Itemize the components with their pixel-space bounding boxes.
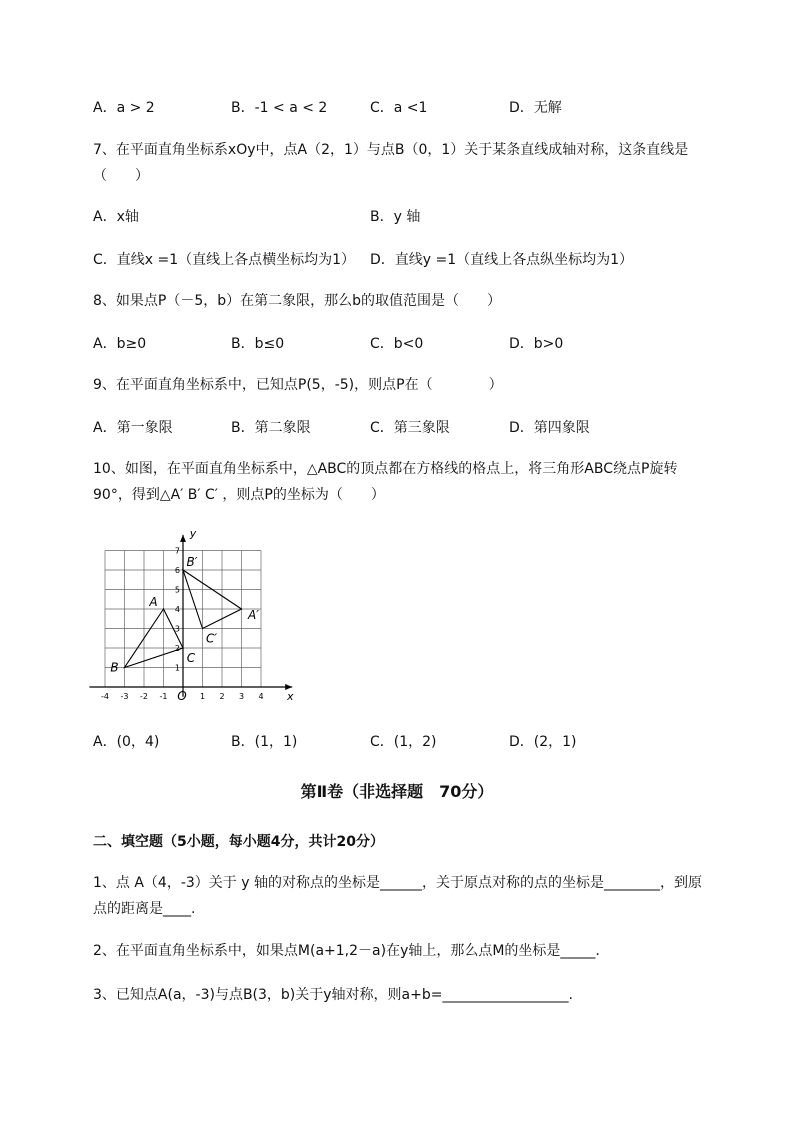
y-tick-label: 2 — [174, 644, 180, 653]
y-tick-label: 3 — [174, 624, 180, 634]
y-tick-label: 5 — [174, 585, 180, 595]
coordinate-grid-figure — [88, 530, 308, 710]
q6-option-d: D．无解 — [509, 100, 562, 116]
x-tick-label: -3 — [120, 692, 129, 701]
q7-option-b: B．y 轴 — [370, 209, 421, 225]
q7-stem-line1: 7、在平面直角坐标系xOy中，点A（2，1）与点B（0，1）关于某条直线成轴对称，这条直线是 — [93, 142, 689, 158]
x-tick-label: 3 — [238, 692, 245, 701]
x-tick-label: 2 — [219, 692, 225, 701]
vertex-label: A′ — [248, 608, 259, 622]
q9-option-c: C．第三象限 — [370, 420, 450, 436]
fill-q3: 3、已知点A(a，-3)与点B(3，b)关于y轴对称，则a+b=__________________. — [93, 987, 573, 1003]
x-tick-label: 4 — [258, 692, 264, 701]
part2-title: 第Ⅱ卷（非选择题 70分） — [300, 782, 494, 801]
q10-option-d: D．(2，1) — [509, 734, 577, 750]
x-axis-label: x — [286, 690, 294, 703]
vertex-label: B′ — [186, 555, 198, 569]
q7-stem-line2: （ ） — [93, 168, 149, 184]
q8-option-a: A．b≥0 — [93, 336, 147, 352]
q8-option-b: B．b≤0 — [231, 336, 285, 352]
q10-option-b: B．(1，1) — [231, 734, 298, 750]
q6-option-c: C．a <1 — [370, 100, 428, 116]
y-tick-label: 7 — [174, 546, 180, 556]
q9-option-d: D．第四象限 — [509, 420, 590, 436]
x-tick-label: -4 — [101, 692, 109, 701]
fill-q1-line1: 1、点 A（4，-3）关于 y 轴的对称点的坐标是______，关于原点对称的点的坐标是________，到原 — [93, 875, 702, 891]
y-tick-label: 1 — [174, 663, 180, 673]
vertex-label: A — [149, 595, 158, 609]
q9-option-b: B．第二象限 — [231, 420, 311, 436]
q7-option-d: D．直线y =1（直线上各点纵坐标均为1） — [370, 252, 634, 268]
q9-stem: 9、在平面直角坐标系中，已知点P(5，-5)，则点P在（ ） — [93, 377, 503, 393]
origin-label: O — [177, 689, 187, 703]
q8-option-d: D．b>0 — [509, 336, 564, 352]
q9-option-a: A．第一象限 — [93, 420, 173, 436]
q7-option-a: A．x轴 — [93, 209, 139, 225]
triangle-abc — [125, 609, 184, 668]
q8-option-c: C．b<0 — [370, 336, 424, 352]
q7-option-c: C．直线x =1（直线上各点横坐标均为1） — [93, 252, 356, 268]
y-tick-label: 4 — [174, 605, 180, 614]
x-tick-label: 1 — [199, 692, 206, 701]
q6-option-b: B．-1 < a < 2 — [231, 100, 328, 116]
x-tick-label: -1 — [159, 692, 168, 701]
q10-option-a: A．(0，4) — [93, 734, 160, 750]
q8-stem: 8、如果点P（－5，b）在第二象限，那么b的取值范围是（ ） — [93, 293, 502, 309]
triangle-abc-prime — [183, 570, 242, 629]
fill-q2: 2、在平面直角坐标系中，如果点M(a+1,2－a)在y轴上，那么点M的坐标是_____. — [93, 943, 600, 959]
figure-labels — [101, 530, 294, 703]
fill-q1-line2: 点的距离是____. — [93, 901, 196, 917]
x-tick-label: -2 — [140, 692, 148, 701]
y-axis-arrow — [180, 535, 186, 542]
vertex-label: B — [110, 660, 119, 675]
q6-option-a: A．a > 2 — [93, 100, 155, 116]
vertex-label: C — [186, 651, 196, 665]
y-axis-label: y — [189, 530, 197, 540]
section-heading: 二、填空题（5小题，每小题4分，共计20分） — [93, 834, 384, 850]
q10-stem-line1: 10、如图，在平面直角坐标系中，△ABC的顶点都在方格线的格点上，将三角形ABC绕点P旋转 — [93, 461, 678, 477]
q10-option-c: C．(1，2) — [370, 734, 437, 750]
y-tick-label: 6 — [174, 566, 180, 575]
vertex-label: C′ — [205, 631, 218, 646]
q10-stem-line2: 90°，得到△A′ B′ C′ ，则点P的坐标为（ ） — [93, 487, 385, 503]
